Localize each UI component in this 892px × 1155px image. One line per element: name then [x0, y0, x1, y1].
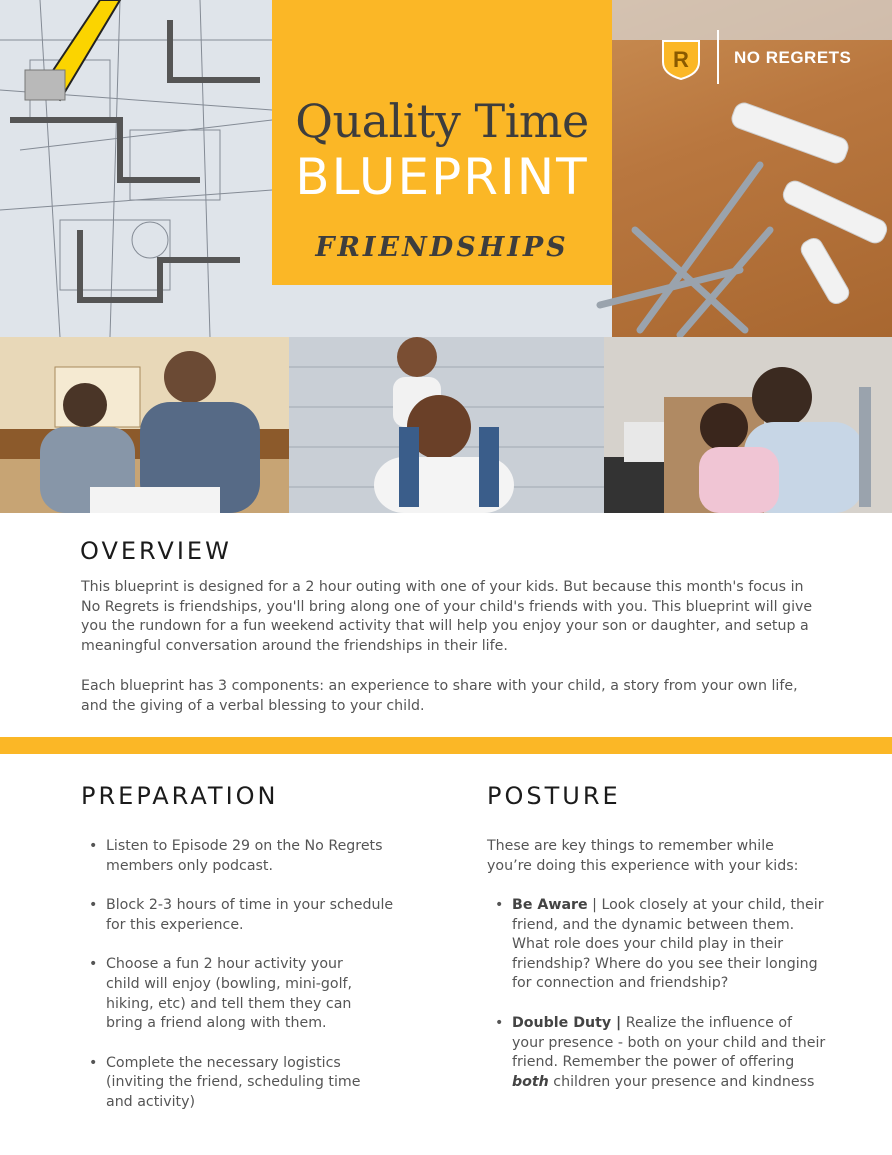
list-item — [487, 1014, 827, 1092]
title-subtitle: FRIENDSHIPS — [315, 232, 569, 263]
photo-strip — [0, 337, 892, 513]
brand-name: NO REGRETS — [734, 48, 852, 67]
shield-logo-icon — [660, 38, 702, 80]
logo-letter: R — [673, 47, 689, 72]
accent-divider — [0, 737, 892, 754]
title-box — [272, 0, 612, 285]
item-emphasis: both — [512, 1073, 549, 1090]
logo-divider — [717, 30, 719, 84]
photo-father-child-shoulders — [289, 337, 604, 513]
overview-paragraph-2: Each blueprint has 3 components: an experience to share with your child, a story from your own life, and the giving of a verbal blessing to your child. — [81, 678, 798, 714]
posture-list — [487, 896, 827, 1092]
posture-heading: POSTURE — [487, 782, 621, 810]
overview-heading: OVERVIEW — [80, 537, 232, 565]
brand-logo — [660, 38, 860, 82]
photo-father-son-homework — [0, 337, 289, 513]
list-item: • Listen to Episode 29 on the No Regrets members only podcast. — [81, 837, 401, 876]
item-text: Realize the influence of your presence - both on your child and their friend. Remember the power of offering — [512, 1014, 826, 1071]
title-line-2: BLUEPRINT — [295, 148, 589, 206]
preparation-heading: PREPARATION — [81, 782, 279, 810]
preparation-list — [81, 837, 401, 1113]
hero-banner — [0, 0, 892, 337]
item-separator: | — [587, 897, 602, 913]
item-label: Double Duty | — [512, 1014, 622, 1031]
list-item: • Block 2-3 hours of time in your schedule for this experience. — [81, 896, 401, 935]
list-item — [487, 896, 827, 994]
item-text: children your presence and kindness — [548, 1073, 815, 1090]
posture-intro: These are key things to remember while you’re doing this experience with your kids: — [487, 838, 799, 874]
list-item: • Choose a fun 2 hour activity your child will enjoy (bowling, mini-golf, hiking, etc) and tell them they can bring a friend along with them. — [81, 955, 371, 1033]
item-label: Be Aware — [512, 897, 588, 913]
item-text: Look closely at your child, their friend, and the dynamic between them. What role does your child play in their friendship? Where do you see their longing for connection and friendship? — [512, 897, 824, 992]
photo-father-daughter-hug — [604, 337, 892, 513]
list-item: • Complete the necessary logistics (inviting the friend, scheduling time and activity) — [81, 1054, 374, 1113]
title-line-1: Quality Time — [295, 94, 589, 148]
overview-paragraph-1: This blueprint is designed for a 2 hour outing with one of your kids. But because this month's focus in No Regrets is friendships, you'll bring along one of your child's friends with you. This blueprint will give you the rundown for a fun weekend activity that will help you enjoy your son or daughter, and setup a meaningful conversation around the friendships in their life. — [81, 579, 813, 654]
